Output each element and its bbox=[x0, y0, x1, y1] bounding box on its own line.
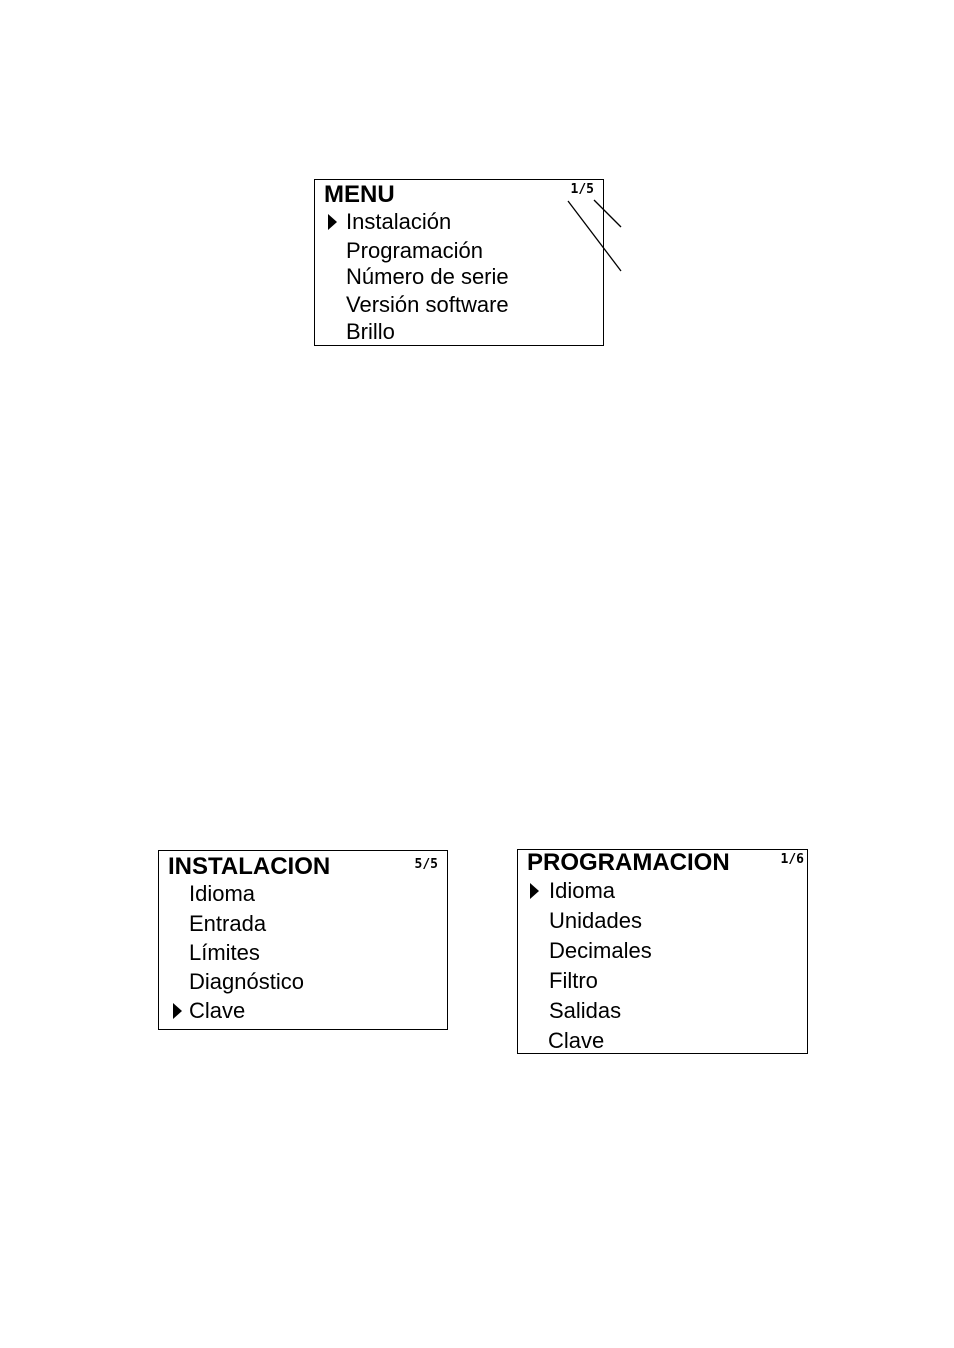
pointer-line-current-page bbox=[568, 201, 621, 271]
programacion-item-salidas[interactable]: Salidas bbox=[549, 998, 622, 1023]
selection-cursor-icon bbox=[173, 1003, 182, 1019]
instalacion-item-limites[interactable]: Límites bbox=[189, 940, 260, 965]
instalacion-item-entrada[interactable]: Entrada bbox=[189, 911, 267, 936]
programacion-item-clave[interactable]: Clave bbox=[548, 1028, 605, 1053]
instalacion-item-idioma[interactable]: Idioma bbox=[189, 881, 256, 906]
instalacion-item-diagnostico[interactable]: Diagnóstico bbox=[189, 969, 304, 994]
menu-page-indicator: 1/5 bbox=[570, 182, 594, 197]
programacion-page-indicator: 1/6 bbox=[780, 852, 804, 867]
programacion-item-unidades[interactable]: Unidades bbox=[549, 908, 642, 933]
menu-item-numero-serie[interactable]: Número de serie bbox=[346, 264, 509, 289]
pointer-line-total-pages bbox=[594, 200, 621, 227]
instalacion-title: INSTALACION bbox=[168, 853, 331, 880]
programacion-title: PROGRAMACION bbox=[527, 849, 730, 876]
programacion-item-filtro[interactable]: Filtro bbox=[549, 968, 598, 993]
menu-item-brillo[interactable]: Brillo bbox=[346, 319, 395, 344]
menu-title: MENU bbox=[324, 181, 395, 208]
selection-cursor-icon bbox=[530, 883, 539, 899]
programacion-item-decimales[interactable]: Decimales bbox=[549, 938, 652, 963]
instalacion-screen bbox=[158, 850, 448, 1030]
programacion-item-idioma[interactable]: Idioma bbox=[549, 878, 616, 903]
instalacion-item-clave[interactable]: Clave bbox=[189, 998, 246, 1023]
menu-item-programacion[interactable]: Programación bbox=[346, 238, 483, 263]
menu-item-instalacion[interactable]: Instalación bbox=[346, 209, 452, 234]
menu-item-version-software[interactable]: Versión software bbox=[346, 292, 509, 317]
instalacion-page-indicator: 5/5 bbox=[414, 857, 438, 872]
programacion-screen bbox=[517, 849, 808, 1054]
